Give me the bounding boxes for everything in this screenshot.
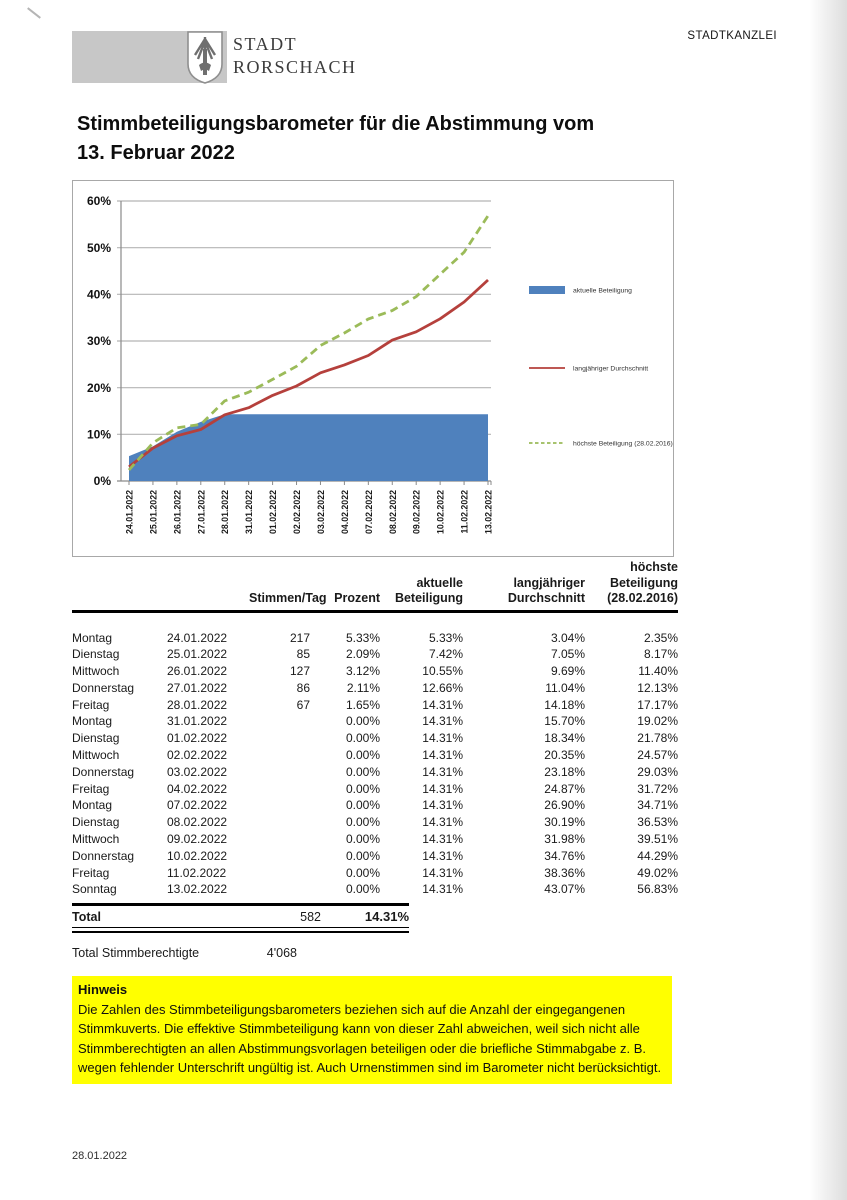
table-cell: 10.55% — [422, 664, 463, 679]
table-cell: 67 — [296, 697, 310, 712]
table-cell: 0.00% — [345, 882, 380, 897]
table-row — [72, 680, 678, 697]
page-title-line2: 13. Februar 2022 — [77, 142, 235, 164]
total-row — [72, 903, 409, 927]
table-cell: 30.19% — [544, 815, 585, 830]
x-axis-tick-label: 04.02.2022 — [339, 490, 350, 535]
table-cell: 1.65% — [345, 697, 380, 712]
table-cell: 24.57% — [637, 748, 678, 763]
table-row — [72, 713, 678, 730]
header-prozent: Prozent — [310, 560, 380, 611]
y-axis-tick-label: 20% — [86, 380, 111, 395]
logo-line-stadt: STADT — [233, 34, 298, 54]
hinweis-heading: Hinweis — [78, 982, 128, 997]
table-row — [72, 848, 678, 865]
table-cell: 03.02.2022 — [167, 764, 228, 779]
table-cell: 0.00% — [345, 781, 380, 796]
header-hoechste-beteiligung: höchste Beteiligung (28.02.2016) — [585, 560, 678, 611]
table-cell: Donnerstag — [72, 764, 135, 779]
table-cell: Donnerstag — [72, 848, 135, 863]
table-cell: 0.00% — [345, 731, 380, 746]
header-aktuelle-beteiligung: aktuelle Beteiligung — [380, 560, 463, 611]
table-cell: 26.90% — [544, 798, 585, 813]
table-cell: 14.31% — [422, 748, 463, 763]
turnout-table — [72, 560, 678, 898]
table-cell — [249, 781, 310, 798]
table-cell — [249, 831, 310, 848]
table-cell: 21.78% — [637, 731, 678, 746]
table-cell: Mittwoch — [72, 748, 120, 763]
table-row — [72, 611, 678, 646]
table-cell: 08.02.2022 — [167, 815, 228, 830]
y-axis-tick-label: 60% — [86, 194, 111, 209]
header-day — [72, 560, 167, 611]
table-cell: 7.42% — [428, 647, 463, 662]
department-label: STADTKANZLEI — [687, 30, 777, 42]
table-cell: 11.04% — [545, 680, 585, 695]
table-cell: 36.53% — [637, 815, 678, 830]
logo-wordmark — [233, 33, 357, 79]
x-axis-tick-label: 03.02.2022 — [315, 490, 326, 535]
stimmberechtigte-value: 4'068 — [266, 946, 297, 960]
table-row — [72, 764, 678, 781]
table-cell: 0.00% — [345, 714, 380, 729]
table-cell: Sonntag — [72, 882, 117, 897]
header-langjaehriger-durchschnitt: langjähriger Durchschnitt — [463, 560, 585, 611]
table-cell: 34.71% — [637, 798, 678, 813]
table-cell: Freitag — [72, 865, 110, 880]
table-cell: 24.01.2022 — [167, 630, 228, 645]
table-cell: Freitag — [72, 697, 110, 712]
header-date — [167, 560, 249, 611]
table-row — [72, 814, 678, 831]
table-cell: 85 — [296, 647, 310, 662]
y-axis-tick-label: 30% — [86, 334, 111, 349]
table-cell: 44.29% — [637, 848, 678, 863]
table-cell: 14.31% — [422, 697, 463, 712]
table-cell: 17.17% — [637, 697, 678, 712]
table-cell — [249, 764, 310, 781]
table-cell: 3.04% — [550, 630, 585, 645]
table-cell: 43.07% — [544, 882, 585, 897]
table-cell: 18.34% — [544, 731, 585, 746]
series-area — [129, 414, 488, 481]
table-cell: 26.01.2022 — [167, 664, 228, 679]
table-cell: 14.31% — [422, 832, 463, 847]
table-cell: 04.02.2022 — [167, 781, 228, 796]
y-axis-tick-label: 50% — [86, 240, 111, 255]
table-cell: Dienstag — [72, 815, 120, 830]
table-cell: Dienstag — [72, 647, 120, 662]
table-cell: 9.69% — [550, 664, 585, 679]
total-prozent-value: 14.31% — [364, 909, 409, 924]
x-axis-tick-label: 01.02.2022 — [268, 490, 279, 535]
table-cell: 39.51% — [637, 832, 678, 847]
x-axis-tick-label: 27.01.2022 — [196, 490, 207, 535]
table-cell: 0.00% — [345, 865, 380, 880]
logo-band — [72, 31, 227, 83]
table-row — [72, 646, 678, 663]
table-cell — [249, 881, 310, 898]
x-axis-tick-label: 24.01.2022 — [124, 490, 135, 535]
legend-swatch-area — [529, 286, 565, 294]
table-cell: 0.00% — [345, 848, 380, 863]
table-row — [72, 865, 678, 882]
legend-label: langjähriger Durchschnitt — [573, 365, 649, 373]
table-cell: Mittwoch — [72, 832, 120, 847]
x-axis-tick-label: 09.02.2022 — [411, 490, 422, 535]
table-row — [72, 697, 678, 714]
table-cell: 34.76% — [544, 848, 585, 863]
table-cell — [249, 797, 310, 814]
legend-label: höchste Beteiligung (28.02.2016) — [573, 440, 673, 448]
table-cell: 2.11% — [346, 680, 380, 695]
footer-date: 28.01.2022 — [72, 1150, 128, 1162]
table-cell: 5.33% — [428, 630, 463, 645]
table-cell: 38.36% — [544, 865, 585, 880]
table-cell: 29.03% — [637, 764, 678, 779]
table-cell: 31.01.2022 — [167, 714, 228, 729]
total-block — [72, 903, 409, 933]
table-cell: 0.00% — [345, 815, 380, 830]
hinweis-note — [72, 976, 672, 1084]
table-cell — [249, 814, 310, 831]
table-cell: 0.00% — [345, 798, 380, 813]
x-axis-tick-label: 31.01.2022 — [244, 490, 255, 535]
table-cell: 56.83% — [637, 882, 678, 897]
total-stimmen-value: 582 — [300, 910, 321, 924]
scan-edge-shading — [809, 0, 847, 1200]
table-cell: 02.02.2022 — [167, 748, 228, 763]
table-cell: 20.35% — [544, 748, 585, 763]
stimmberechtigte-row — [72, 946, 297, 960]
y-axis-tick-label: 10% — [86, 427, 111, 442]
table-cell: Freitag — [72, 781, 110, 796]
logo-line-rorschach: RORSCHACH — [233, 57, 357, 77]
page-title — [77, 110, 717, 168]
turnout-table-wrap — [72, 560, 678, 898]
table-cell: 11.02.2022 — [167, 865, 227, 880]
table-cell: Montag — [72, 714, 113, 729]
turnout-chart — [72, 180, 674, 557]
table-cell: 0.00% — [345, 764, 380, 779]
table-header-row — [72, 560, 678, 611]
table-cell: Mittwoch — [72, 664, 120, 679]
table-cell: Montag — [72, 630, 113, 645]
turnout-chart-svg — [73, 181, 673, 556]
table-cell: 12.66% — [422, 680, 463, 695]
header-stimmen-tag: Stimmen/Tag — [249, 560, 310, 611]
table-cell: 01.02.2022 — [167, 731, 228, 746]
table-cell: 86 — [296, 680, 310, 695]
table-cell: 14.31% — [422, 865, 463, 880]
table-cell — [249, 747, 310, 764]
table-cell: 31.72% — [637, 781, 678, 796]
x-axis-tick-label: 10.02.2022 — [435, 490, 446, 535]
table-cell: 14.31% — [422, 764, 463, 779]
table-cell: 127 — [289, 664, 310, 679]
table-cell: 10.02.2022 — [167, 848, 228, 863]
x-axis-tick-label: 13.02.2022 — [483, 490, 494, 535]
table-cell: 14.31% — [422, 731, 463, 746]
table-cell: 28.01.2022 — [167, 697, 228, 712]
table-cell: 14.31% — [422, 714, 463, 729]
table-cell: Donnerstag — [72, 680, 135, 695]
table-row — [72, 730, 678, 747]
table-cell: 11.40% — [638, 664, 678, 679]
table-cell — [249, 713, 310, 730]
table-cell: 14.31% — [422, 815, 463, 830]
stimmberechtigte-label: Total Stimmberechtigte — [72, 946, 200, 960]
table-cell: 12.13% — [637, 680, 678, 695]
table-cell: 27.01.2022 — [167, 680, 228, 695]
x-axis-tick-label: 08.02.2022 — [387, 490, 398, 535]
table-cell: 8.17% — [643, 647, 678, 662]
table-cell: 3.12% — [345, 664, 380, 679]
turnout-table-body — [72, 611, 678, 898]
table-row — [72, 781, 678, 798]
table-cell: 07.02.2022 — [167, 798, 228, 813]
y-axis-tick-label: 0% — [93, 474, 111, 489]
table-cell: 09.02.2022 — [167, 832, 228, 847]
table-row — [72, 663, 678, 680]
table-row — [72, 797, 678, 814]
table-cell: 19.02% — [637, 714, 678, 729]
x-axis-tick-label: 25.01.2022 — [148, 490, 159, 535]
legend-label: aktuelle Beteiligung — [573, 287, 632, 295]
table-cell: 25.01.2022 — [167, 647, 228, 662]
table-row — [72, 881, 678, 898]
hinweis-text: Die Zahlen des Stimmbeteiligungsbarometers beziehen sich auf die Anzahl der eingegangenen Stimmkuverts. Die effektive Stimmbeteiligung kann von dieser Zahl abweichen, weil sich nicht alle Stimmberechtigten an allen Abstimmungsvorlagen beteiligen oder die briefliche Stimmabgabe z. B. wegen fehlender Unterschrift ungültig ist. Auch Urnenstimmen sind im Barometer nicht berücksichtigt. — [78, 1001, 662, 1075]
y-axis-tick-label: 40% — [86, 287, 111, 302]
table-cell: 217 — [289, 630, 310, 645]
table-cell — [249, 848, 310, 865]
table-cell — [249, 730, 310, 747]
table-cell: 14.31% — [422, 882, 463, 897]
table-cell: 14.31% — [422, 798, 463, 813]
table-row — [72, 831, 678, 848]
table-cell: 5.33% — [345, 630, 380, 645]
table-cell: 14.31% — [422, 848, 463, 863]
table-cell: 2.09% — [345, 647, 380, 662]
x-axis-tick-label: 02.02.2022 — [292, 490, 303, 535]
page-title-line1: Stimmbeteiligungsbarometer für die Abstimmung vom — [77, 113, 595, 135]
table-cell: Montag — [72, 798, 113, 813]
total-label: Total — [72, 910, 101, 924]
table-cell: 13.02.2022 — [167, 882, 228, 897]
table-cell: Dienstag — [72, 731, 120, 746]
table-cell: 23.18% — [544, 764, 585, 779]
table-cell — [249, 865, 310, 882]
table-cell: 0.00% — [345, 748, 380, 763]
table-cell: 24.87% — [544, 781, 585, 796]
scan-artifact — [27, 7, 41, 18]
x-axis-tick-label: 28.01.2022 — [220, 490, 231, 535]
table-cell: 14.31% — [422, 781, 463, 796]
x-axis-tick-label: 11.02.2022 — [459, 490, 470, 534]
rorschach-crest-icon — [185, 29, 225, 85]
x-axis-tick-label: 07.02.2022 — [363, 490, 374, 535]
total-double-rule — [72, 927, 409, 933]
table-cell: 0.00% — [345, 832, 380, 847]
table-cell: 31.98% — [544, 832, 585, 847]
table-cell: 2.35% — [643, 630, 678, 645]
table-row — [72, 747, 678, 764]
table-cell: 49.02% — [637, 865, 678, 880]
table-cell: 15.70% — [544, 714, 585, 729]
table-cell: 7.05% — [550, 647, 585, 662]
x-axis-tick-label: 26.01.2022 — [172, 490, 183, 535]
table-cell: 14.18% — [544, 697, 585, 712]
